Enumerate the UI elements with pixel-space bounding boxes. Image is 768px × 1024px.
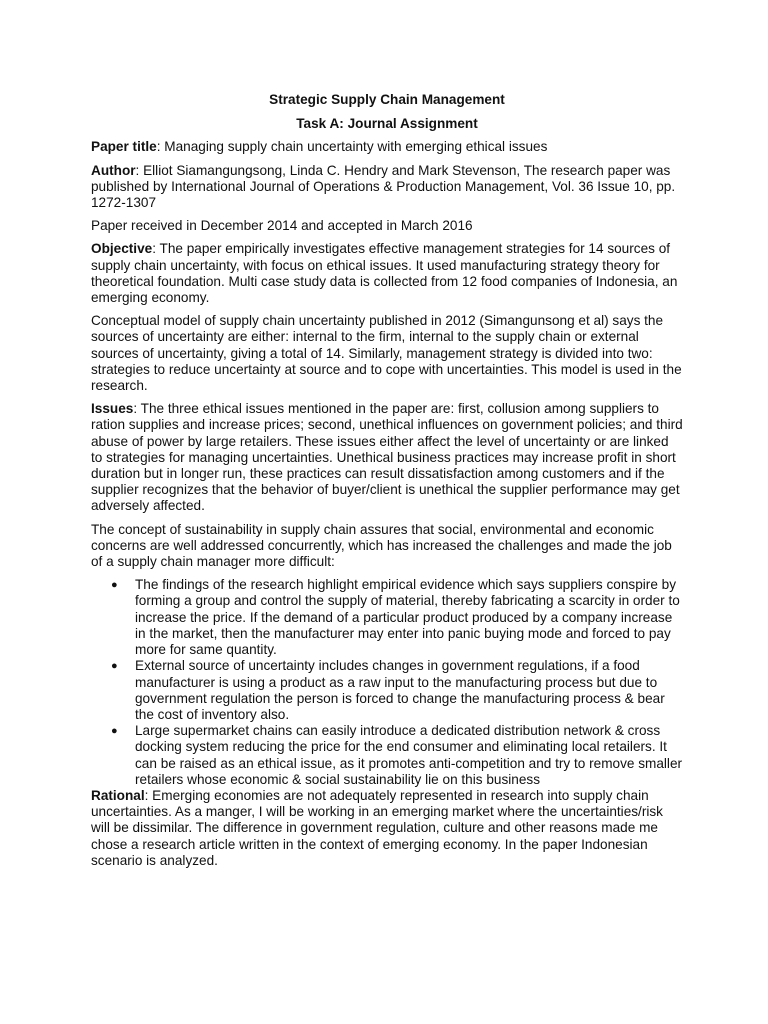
list-item bbox=[111, 577, 683, 658]
objective-label: Objective bbox=[91, 241, 153, 257]
objective-text: : The paper empirically investigates effective management strategies for 14 sources of supply chain uncertainty, with focus on ethical issues. It used manufacturing strategy theory for theoretical foundation. Multi case study data is collected from 12 food companies of Indonesia, an emerging economy. bbox=[91, 241, 678, 306]
objective-paragraph bbox=[91, 241, 683, 306]
author-paragraph bbox=[91, 163, 683, 212]
document-page bbox=[91, 92, 683, 876]
rational-text: : Emerging economies are not adequately represented in research into supply chain uncertainties. As a manger, I will be working in an emerging market where the uncertainties/risk will be dissimilar. The difference in government regulation, culture and other reasons made me chose a research article written in the context of emerging economy. In the paper Indonesian scenario is analyzed. bbox=[91, 787, 663, 868]
conceptual-model-paragraph: Conceptual model of supply chain uncertainty published in 2012 (Simangunsong et al) says the sources of uncertainty are either: internal to the firm, internal to the supply chain or external sources of uncertainty, giving a total of 14. Similarly, management strategy is divided into two: strategies to reduce uncertainty at source and to cope with uncertainties. This model is used in the research. bbox=[91, 313, 682, 394]
received-paragraph: Paper received in December 2014 and accepted in March 2016 bbox=[91, 218, 473, 234]
list-item bbox=[111, 658, 683, 723]
bullet-icon: ● bbox=[111, 660, 118, 673]
bullet-list bbox=[91, 577, 683, 788]
document-subtitle: Task A: Journal Assignment bbox=[296, 116, 478, 132]
list-item bbox=[111, 723, 683, 788]
list-item-text: The findings of the research highlight empirical evidence which says suppliers conspire by forming a group and control the supply of material, thereby fabricating a scarcity in order to increase the price. If the demand of a particular product produced by a company increase in the market, then the manufacturer may enter into panic buying mode and forced to pay more for same quantity. bbox=[135, 577, 680, 658]
rational-paragraph bbox=[91, 788, 683, 869]
bullet-icon: ● bbox=[111, 725, 118, 738]
document-title: Strategic Supply Chain Management bbox=[269, 92, 505, 107]
paper-title-label: Paper title bbox=[91, 139, 157, 155]
author-text: : Elliot Siamangungsong, Linda C. Hendry and Mark Stevenson, The research paper was published by International Journal of Operations & Production Management, Vol. 36 Issue 10, pp. 1272-1307 bbox=[91, 162, 676, 211]
issues-label: Issues bbox=[91, 401, 134, 417]
sustainability-paragraph: The concept of sustainability in supply chain assures that social, environmental and economic concerns are well addressed concurrently, which has increased the challenges and made the job of a supply chain manager more difficult: bbox=[91, 521, 672, 570]
issues-text: : The three ethical issues mentioned in the paper are: first, collusion among suppliers to ration supplies and increase prices; second, unethical influences on government policies; and third abuse of power by large retailers. These issues either affect the level of uncertainty or are linked to strategies for managing uncertainties. Unethical business practices may increase profit in short duration but in longer run, these practices can result dissatisfaction among customers and if the supplier recognizes that the behavior of buyer/client is unethical the supplier performance may get adversely affected. bbox=[91, 401, 683, 514]
list-item-text: External source of uncertainty includes changes in government regulations, if a food manufacturer is using a product as a raw input to the manufacturing process but due to government regulation the person is forced to change the manufacturing process & bear the cost of inventory also. bbox=[135, 658, 665, 722]
list-item-text: Large supermarket chains can easily introduce a dedicated distribution network & cross docking system reducing the price for the end consumer and eliminating local retailers. It can be raised as an ethical issue, as it promotes anti-competition and try to remove smaller retailers whose economic & social sustainability lie on this business bbox=[135, 723, 683, 787]
bullet-icon: ● bbox=[111, 579, 118, 592]
rational-label: Rational bbox=[91, 787, 145, 803]
issues-paragraph bbox=[91, 401, 683, 514]
paper-title-text: : Managing supply chain uncertainty with emerging ethical issues bbox=[156, 139, 548, 155]
paper-title-paragraph bbox=[91, 139, 683, 155]
author-label: Author bbox=[91, 162, 136, 178]
